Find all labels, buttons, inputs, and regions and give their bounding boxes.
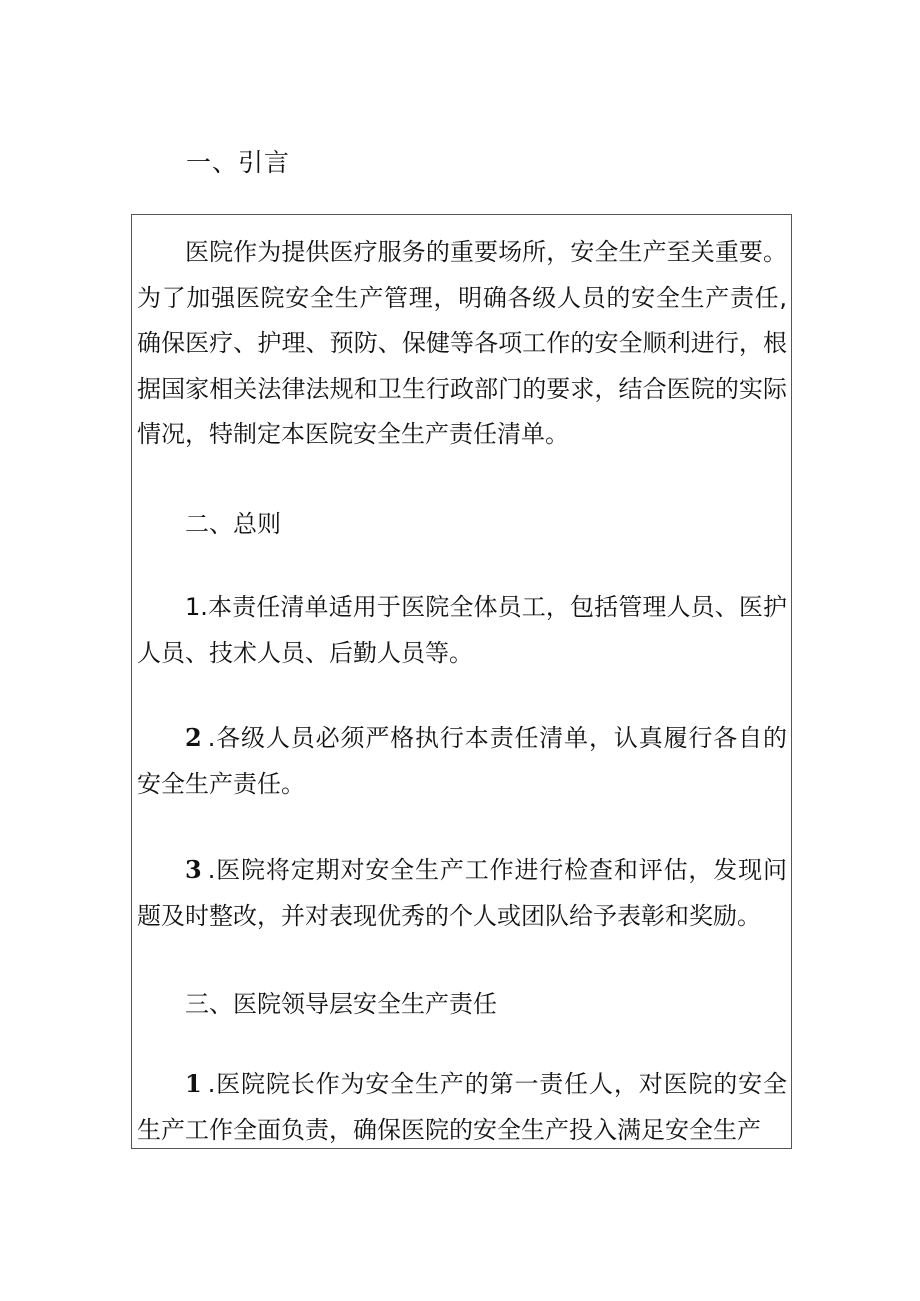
leadership-item-1: [137, 1061, 787, 1149]
general-item-1-number: 1.: [185, 593, 208, 621]
leadership-item-1-number: 1: [185, 1069, 202, 1098]
general-item-1: [137, 585, 787, 676]
section-heading-general: 二、总则: [185, 510, 281, 538]
general-item-2-number: 2: [185, 723, 202, 752]
general-item-2: [137, 715, 787, 807]
general-item-1-text: 本责任清单适用于医院全体员工，包括管理人员、医护人员、技术人员、后勤人员等。: [137, 593, 787, 667]
general-item-3-text: .医院将定期对安全生产工作进行检查和评估，发现问题及时整改，并对表现优秀的个人或团队给予表彰和奖励。: [137, 856, 787, 930]
section-heading-leadership: 三、医院领导层安全生产责任: [185, 990, 497, 1018]
content-box: [131, 214, 792, 1149]
section-heading-introduction: 一、引言: [186, 148, 291, 177]
general-item-2-text: .各级人员必须严格执行本责任清单，认真履行各自的安全生产责任。: [137, 724, 787, 798]
general-item-3: [137, 847, 787, 939]
general-item-3-number: 3: [185, 855, 202, 884]
leadership-item-1-text: .医院院长作为安全生产的第一责任人，对医院的安全生产工作全面负责，确保医院的安全生产投入满足安全生产: [137, 1070, 787, 1144]
intro-paragraph: 医院作为提供医疗服务的重要场所，安全生产至关重要。为了加强医院安全生产管理，明确各级人员的安全生产责任,确保医疗、护理、预防、保健等各项工作的安全顺利进行，根据国家相关法律法规和卫生行政部门的要求，结合医院的实际情况，特制定本医院安全生产责任清单。: [137, 238, 787, 448]
